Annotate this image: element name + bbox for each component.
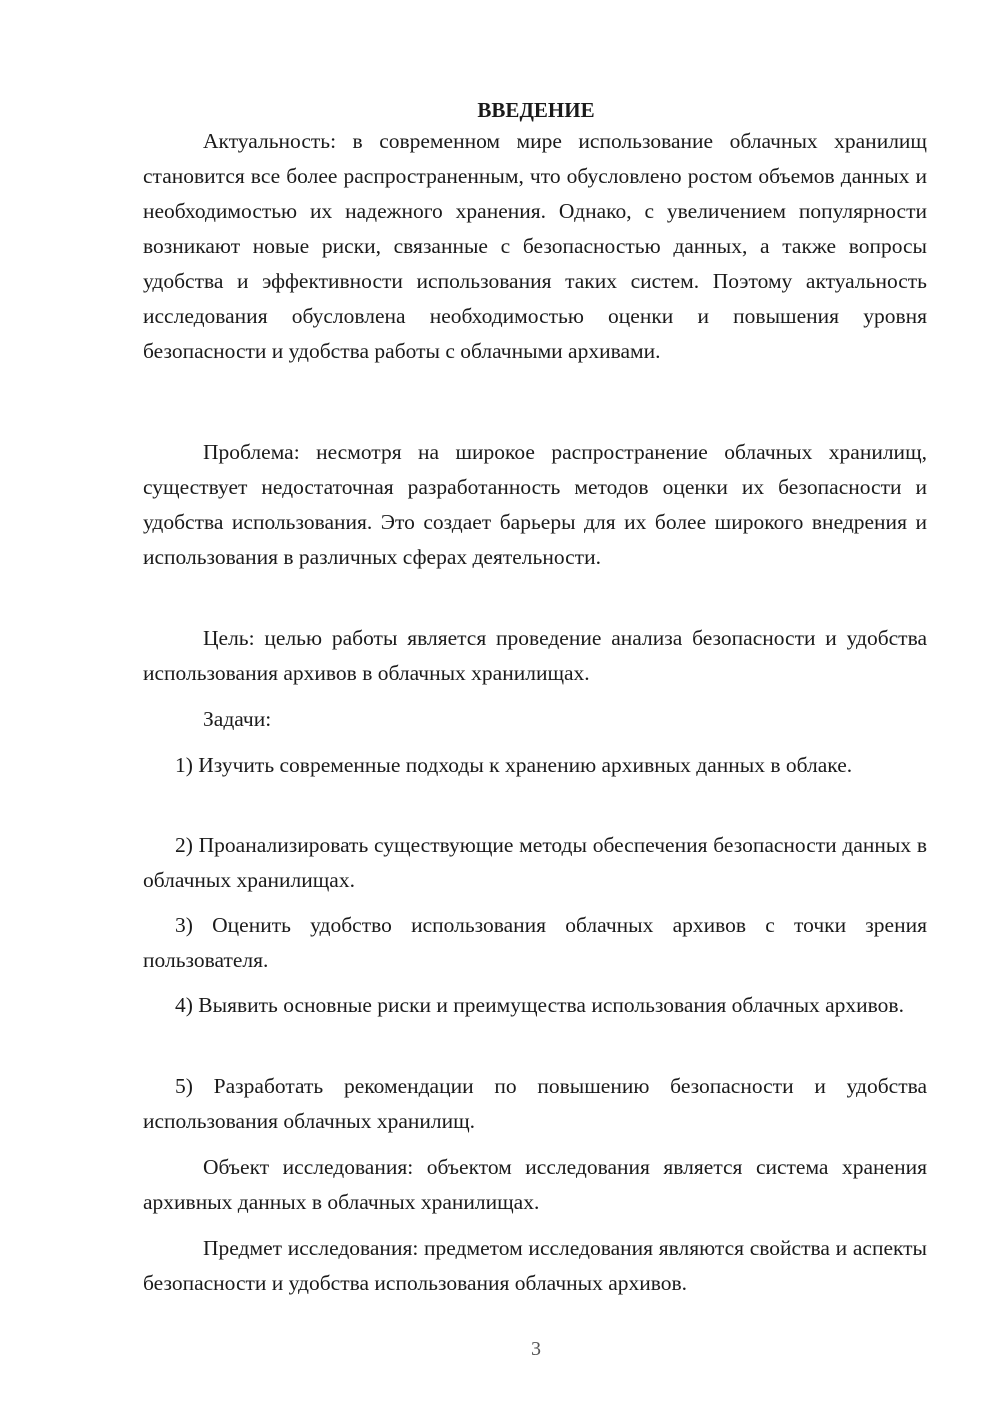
goal-paragraph: Цель: целью работы является проведение анализа безопасности и удобства использования архивов в облачных хранилищах. xyxy=(143,626,927,685)
page-title: ВВЕДЕНИЕ xyxy=(477,98,595,122)
problem-paragraph: Проблема: несмотря на широкое распространение облачных хранилищ, существует недостаточная разработанность методов оценки их безопасности и удобства использования. Это создает барьеры для их более широкого внедрения и использования в различных сферах деятельности. xyxy=(143,440,927,569)
relevance-paragraph: Актуальность: в современном мире использование облачных хранилищ становится все более распространенным, что обусловлено ростом объемов данных и необходимостью их надежного хранения. Однако, с увеличением популярности возникают новые риски, связанные с безопасностью данных, а также вопросы удобства и эффективности использования таких систем. Поэтому актуальность исследования обусловлена необходимостью оценки и повышения уровня безопасности и удобства работы с облачными архивами. xyxy=(143,129,927,363)
task-item-1: 1) Изучить современные подходы к хранению архивных данных в облаке. xyxy=(175,753,853,777)
tasks-heading: Задачи: xyxy=(203,707,272,731)
task-item-2: 2) Проанализировать существующие методы обеспечения безопасности данных в облачных хранилищах. xyxy=(143,833,927,892)
task-item-5: 5) Разработать рекомендации по повышению безопасности и удобства использования облачных хранилищ. xyxy=(143,1074,927,1133)
subject-paragraph: Предмет исследования: предметом исследования являются свойства и аспекты безопасности и удобства использования облачных архивов. xyxy=(143,1236,927,1295)
task-item-4: 4) Выявить основные риски и преимущества использования облачных архивов. xyxy=(175,993,904,1017)
page-number: 3 xyxy=(531,1338,541,1360)
task-item-3: 3) Оценить удобство использования облачных архивов с точки зрения пользователя. xyxy=(143,913,927,972)
object-paragraph: Объект исследования: объектом исследования является система хранения архивных данных в облачных хранилищах. xyxy=(143,1155,927,1214)
